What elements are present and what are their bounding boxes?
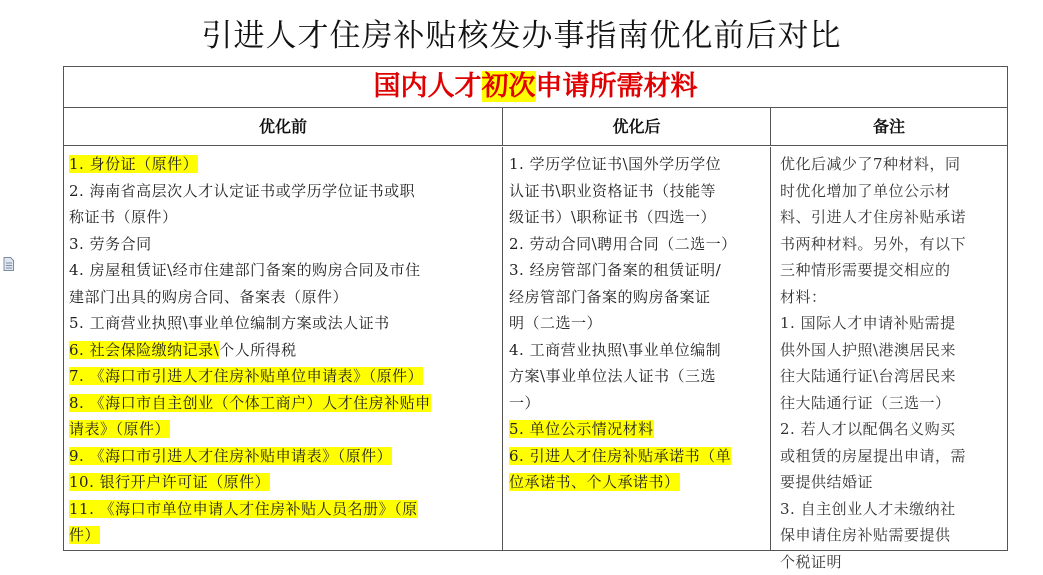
before-line: [69, 204, 496, 231]
before-line: [69, 390, 496, 417]
before-materials-list: [64, 147, 502, 549]
after-line: [509, 204, 764, 231]
document-icon[interactable]: [3, 257, 15, 271]
before-line-text: 个人所得税: [219, 341, 297, 359]
after-cell: [503, 147, 771, 550]
caption-text-before: 国内人才: [374, 71, 482, 102]
before-line: [69, 178, 496, 205]
before-line: [69, 257, 496, 284]
before-line-text: 件）: [69, 526, 100, 544]
after-line-text: 级证书）\职称证书（四选一）: [509, 208, 716, 226]
after-line-text: 2. 劳动合同\聘用合同（二选一）: [509, 235, 737, 253]
notes-line: 2. 若人才以配偶名义购买: [780, 416, 1001, 443]
after-line: [509, 469, 764, 496]
before-line: [69, 496, 496, 523]
after-line-text: 5. 单位公示情况材料: [509, 420, 654, 438]
before-line: [69, 363, 496, 390]
before-cell: [64, 147, 503, 550]
notes-text: [771, 147, 1007, 575]
before-line-text: 6. 社会保险缴纳记录\: [69, 341, 219, 359]
after-line-text: 4. 工商营业执照\事业单位编制: [509, 341, 721, 359]
notes-line: 保申请住房补贴需要提供: [780, 522, 1001, 549]
before-line-text: 1. 身份证（原件）: [69, 155, 198, 173]
notes-line: 3. 自主创业人才未缴纳社: [780, 496, 1001, 523]
after-line: [509, 284, 764, 311]
table-caption: [64, 67, 1007, 108]
after-line-text: 方案\事业单位法人证书（三选: [509, 367, 716, 385]
before-line: [69, 443, 496, 470]
before-line-text: 请表》（原件）: [69, 420, 170, 438]
after-line: [509, 337, 764, 364]
after-line: [509, 390, 764, 417]
before-line: [69, 310, 496, 337]
notes-line: 往大陆通行证（三选一）: [780, 390, 1001, 417]
before-line: [69, 337, 496, 364]
before-line: [69, 416, 496, 443]
notes-line: 料、引进人才住房补贴承诺: [780, 204, 1001, 231]
before-line: [69, 522, 496, 549]
notes-line: 材料：: [780, 284, 1001, 311]
after-line-text: 明（二选一）: [509, 314, 602, 332]
after-line: [509, 231, 764, 258]
header-after: 优化后: [503, 108, 771, 146]
notes-line: 时优化增加了单位公示材: [780, 178, 1001, 205]
notes-line: 供外国人护照\港澳居民来: [780, 337, 1001, 364]
page-title: 引进人才住房补贴核发办事指南优化前后对比: [0, 10, 1043, 55]
notes-line: 个税证明: [780, 549, 1001, 575]
after-line: [509, 257, 764, 284]
comparison-table: [63, 66, 1008, 551]
after-line: [509, 310, 764, 337]
after-line-text: 3. 经房管部门备案的租赁证明/: [509, 261, 721, 279]
caption-text-highlight: 初次: [482, 71, 536, 102]
after-line-text: 经房管部门备案的购房备案证: [509, 288, 711, 306]
notes-line: 1. 国际人才申请补贴需提: [780, 310, 1001, 337]
after-line: [509, 416, 764, 443]
header-notes: 备注: [771, 108, 1007, 146]
after-line-text: 认证书\职业资格证书（技能等: [509, 182, 716, 200]
before-line: [69, 231, 496, 258]
after-line: [509, 151, 764, 178]
notes-line: 书两种材料。另外，有以下: [780, 231, 1001, 258]
after-line-text: 6. 引进人才住房补贴承诺书（单: [509, 447, 731, 465]
before-line-text: 建部门出具的购房合同、备案表（原件）: [69, 288, 348, 306]
after-line: [509, 443, 764, 470]
before-line: [69, 284, 496, 311]
before-line-text: 5. 工商营业执照\事业单位编制方案或法人证书: [69, 314, 390, 332]
before-line: [69, 469, 496, 496]
before-line-text: 11. 《海口市单位申请人才住房补贴人员名册》（原: [69, 500, 418, 518]
before-line-text: 9. 《海口市引进人才住房补贴申请表》（原件）: [69, 447, 392, 465]
notes-line: 或租赁的房屋提出申请，需: [780, 443, 1001, 470]
notes-line: 往大陆通行证\台湾居民来: [780, 363, 1001, 390]
after-line: [509, 363, 764, 390]
notes-cell: [771, 147, 1007, 550]
before-line-text: 8. 《海口市自主创业（个体工商户）人才住房补贴申: [69, 394, 431, 412]
before-line-text: 2. 海南省高层次人才认定证书或学历学位证书或职: [69, 182, 415, 200]
notes-line: 要提供结婚证: [780, 469, 1001, 496]
after-materials-list: [503, 147, 770, 496]
caption-text-after: 申请所需材料: [536, 71, 698, 102]
before-line-text: 10. 银行开户许可证（原件）: [69, 473, 270, 491]
before-line-text: 4. 房屋租赁证\经市住建部门备案的购房合同及市住: [69, 261, 421, 279]
before-line: [69, 151, 496, 178]
notes-line: 三种情形需要提交相应的: [780, 257, 1001, 284]
after-line: [509, 178, 764, 205]
after-line-text: 1. 学历学位证书\国外学历学位: [509, 155, 721, 173]
before-line-text: 称证书（原件）: [69, 208, 178, 226]
after-line-text: 一）: [509, 394, 540, 412]
before-line-text: 7. 《海口市引进人才住房补贴单位申请表》（原件）: [69, 367, 423, 385]
header-before: 优化前: [64, 108, 503, 146]
after-line-text: 位承诺书、个人承诺书）: [509, 473, 680, 491]
before-line-text: 3. 劳务合同: [69, 235, 152, 253]
notes-line: 优化后减少了7种材料，同: [780, 151, 1001, 178]
